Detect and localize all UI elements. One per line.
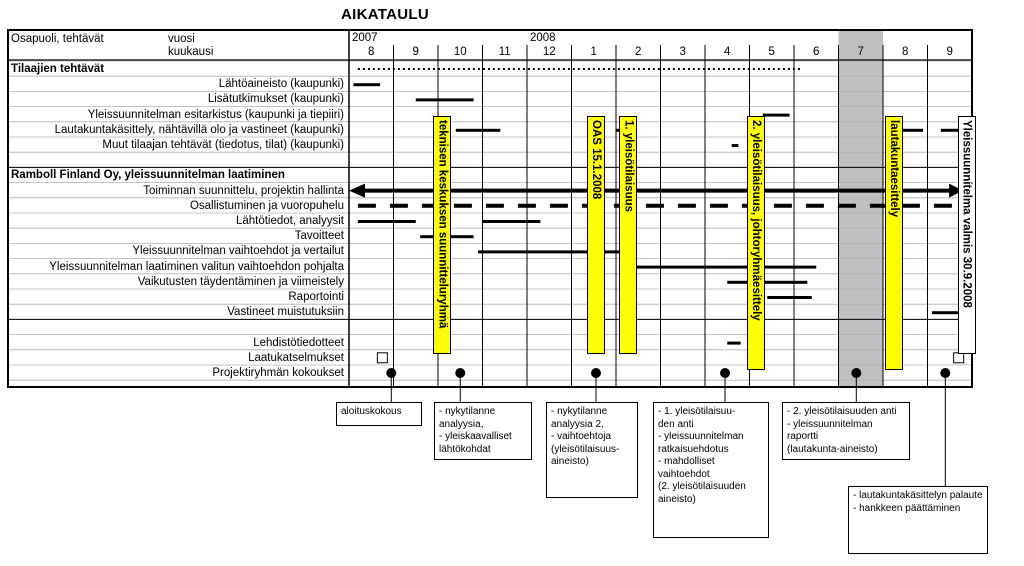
month-number: 9 [412, 46, 419, 58]
task-label: Vaikutusten täydentäminen ja viimeistely [137, 275, 344, 288]
task-label: Vastineet muistutuksiin [227, 306, 344, 319]
page-title: AIKATAULU [341, 6, 429, 23]
task-bar [901, 129, 923, 132]
milestone-box [747, 116, 765, 370]
task-label: Laatukatselmukset [248, 351, 344, 364]
meeting-note: - lautakuntakäsittelyn palaute - hankkeen päättäminen [848, 486, 988, 554]
task-bar [932, 311, 959, 314]
month-number: 6 [813, 46, 820, 58]
milestone-box [619, 116, 637, 354]
task-label: Muut tilaajan tehtävät (tiedotus, tilat) (kaupunki) [102, 139, 344, 151]
meeting-note: aloituskokous [336, 402, 422, 426]
month-number: 1 [590, 46, 597, 58]
task-bar [732, 144, 739, 147]
task-label: Lehdistötiedotteet [253, 336, 344, 349]
task-label: Yleissuunnitelman vaihtoehdot ja vertailut [132, 245, 344, 258]
milestone-box [587, 116, 605, 354]
task-label: Yleissuunnitelman laatiminen valitun vaihtoehdon pohjalta [49, 260, 344, 273]
milestone-box [885, 116, 903, 370]
task-label: Projektiryhmän kokoukset [212, 367, 344, 379]
task-bar [625, 266, 816, 269]
quality-review-square [377, 353, 387, 363]
quality-review-square [954, 353, 964, 363]
month-number: 8 [902, 46, 909, 58]
task-label: Tavoitteet [294, 230, 344, 243]
arrow-head-left [349, 184, 365, 198]
task-label: Raportointi [288, 291, 344, 303]
meeting-note: - nykytilanne analyysia, - yleiskaavalliset lähtökohdat [434, 402, 532, 460]
task-label: Yleissuunnitelman esitarkistus (kaupunki ja tiepiiri) [87, 108, 344, 121]
milestone-box [958, 116, 976, 354]
task-label: Lautakuntakäsittely, nähtävillä olo ja vastineet (kaupunki) [54, 123, 344, 136]
task-label: Lähtötiedot, analyysit [235, 215, 344, 227]
task-bar [763, 114, 790, 117]
task-bar [727, 281, 807, 284]
month-number: 9 [946, 46, 953, 58]
task-bar [483, 220, 541, 223]
milestone-box [433, 116, 451, 354]
month-number: 10 [453, 46, 467, 58]
milestone-label: 1. yleisötilaisuus [622, 120, 635, 213]
task-bar [358, 220, 416, 223]
party-label: Osapuoli, tehtävät [11, 33, 104, 45]
milestone-label: 2. yleisötilaisuus, johtoryhmäesittely [750, 120, 763, 321]
month-number: 11 [498, 46, 511, 58]
month-number: 7 [857, 46, 864, 58]
month-label: kuukausi [168, 46, 214, 58]
year-value: 2007 [352, 32, 378, 44]
section-label: Ramboll Finland Oy, yleissuunnitelman laatiminen [11, 169, 285, 182]
milestone-label: lautakuntaesittely [888, 120, 901, 218]
month-number: 2 [635, 46, 642, 58]
month-number: 5 [768, 46, 775, 58]
meeting-note: - nykytilanne analyysia 2, - vaihtoehtoja (yleisötilaisuus- aineisto) [546, 402, 638, 498]
month-number: 3 [679, 46, 686, 58]
shaded-month-column [839, 30, 884, 387]
section-label: Tilaajien tehtävät [11, 63, 105, 75]
milestone-label: OAS 15.1.2008 [589, 120, 602, 200]
year-value: 2008 [530, 32, 556, 44]
month-number: 8 [368, 46, 375, 58]
month-number: 12 [542, 46, 556, 58]
task-label: Osallistuminen ja vuoropuhelu [189, 199, 344, 212]
task-bar [416, 98, 474, 101]
task-bar [456, 129, 501, 132]
milestone-label: teknisen keskuksen suunnitteluryhmä [436, 120, 449, 329]
task-bar [767, 296, 812, 299]
task-bar [353, 83, 380, 86]
task-label: Lähtöaineisto (kaupunki) [218, 78, 344, 91]
milestone-label: Yleissuunnitelma valmis 30.9.2008 [960, 120, 973, 308]
task-bar [941, 129, 959, 132]
year-label: vuosi [168, 33, 195, 45]
task-label: Lisätutkimukset (kaupunki) [207, 93, 344, 106]
meeting-note: - 2. yleisötilaisuuden anti - yleissuunnitelman raportti (lautakunta-aineisto) [782, 402, 910, 460]
meeting-note: - 1. yleisötilaisuu- den anti - yleissuunnitelman ratkaisuehdotus - mahdolliset vaihtoehdot (2. yleisötilaisuuden aineisto) [653, 402, 769, 538]
task-bar [727, 342, 740, 345]
task-label: Toiminnan suunnittelu, projektin hallinta [143, 184, 344, 197]
month-number: 4 [724, 46, 731, 58]
